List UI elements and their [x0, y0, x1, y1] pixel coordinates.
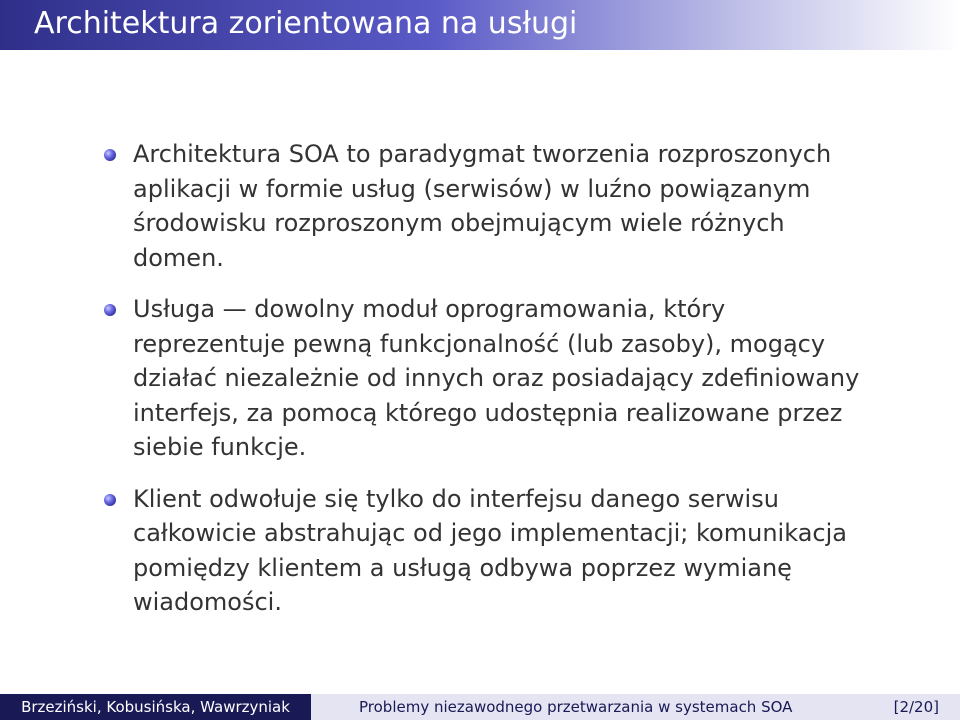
- bullet-icon: [104, 494, 116, 506]
- title-bar: [0, 0, 960, 50]
- slide-content: [104, 137, 864, 637]
- list-item: [104, 292, 864, 465]
- list-item-text: Usługa — dowolny moduł oprogramowania, który reprezentuje pewną funkcjonalność (lub zasoby), mogący działać niezależnie od innych oraz posiadający zdefiniowany interfejs, za pomocą którego udostępnia realizowane przez siebie funkcje.: [133, 295, 860, 461]
- list-item: [104, 482, 864, 620]
- footer-authors: Brzeziński, Kobusińska, Wawrzyniak: [0, 694, 311, 720]
- list-item-text: Architektura SOA to paradygmat tworzenia rozproszonych aplikacji w formie usług (serwisów) w luźno powiązanym środowisku rozproszonym obejmującym wiele różnych domen.: [133, 140, 832, 272]
- bullet-icon: [104, 149, 116, 161]
- list-item: [104, 137, 864, 275]
- list-item-text: Klient odwołuje się tylko do interfejsu danego serwisu całkowicie abstrahując od jego implementacji; komunikacja pomiędzy klientem a usługą odbywa poprzez wymianę wiadomości.: [133, 484, 847, 616]
- bullet-icon: [104, 304, 116, 316]
- footer-title: Problemy niezawodnego przetwarzania w systemach SOA: [359, 698, 793, 716]
- page-number: [2/20]: [893, 698, 939, 716]
- footer-title-bar: [311, 694, 960, 720]
- footer: [0, 694, 960, 720]
- slide-title: Architektura zorientowana na usługi: [34, 6, 578, 41]
